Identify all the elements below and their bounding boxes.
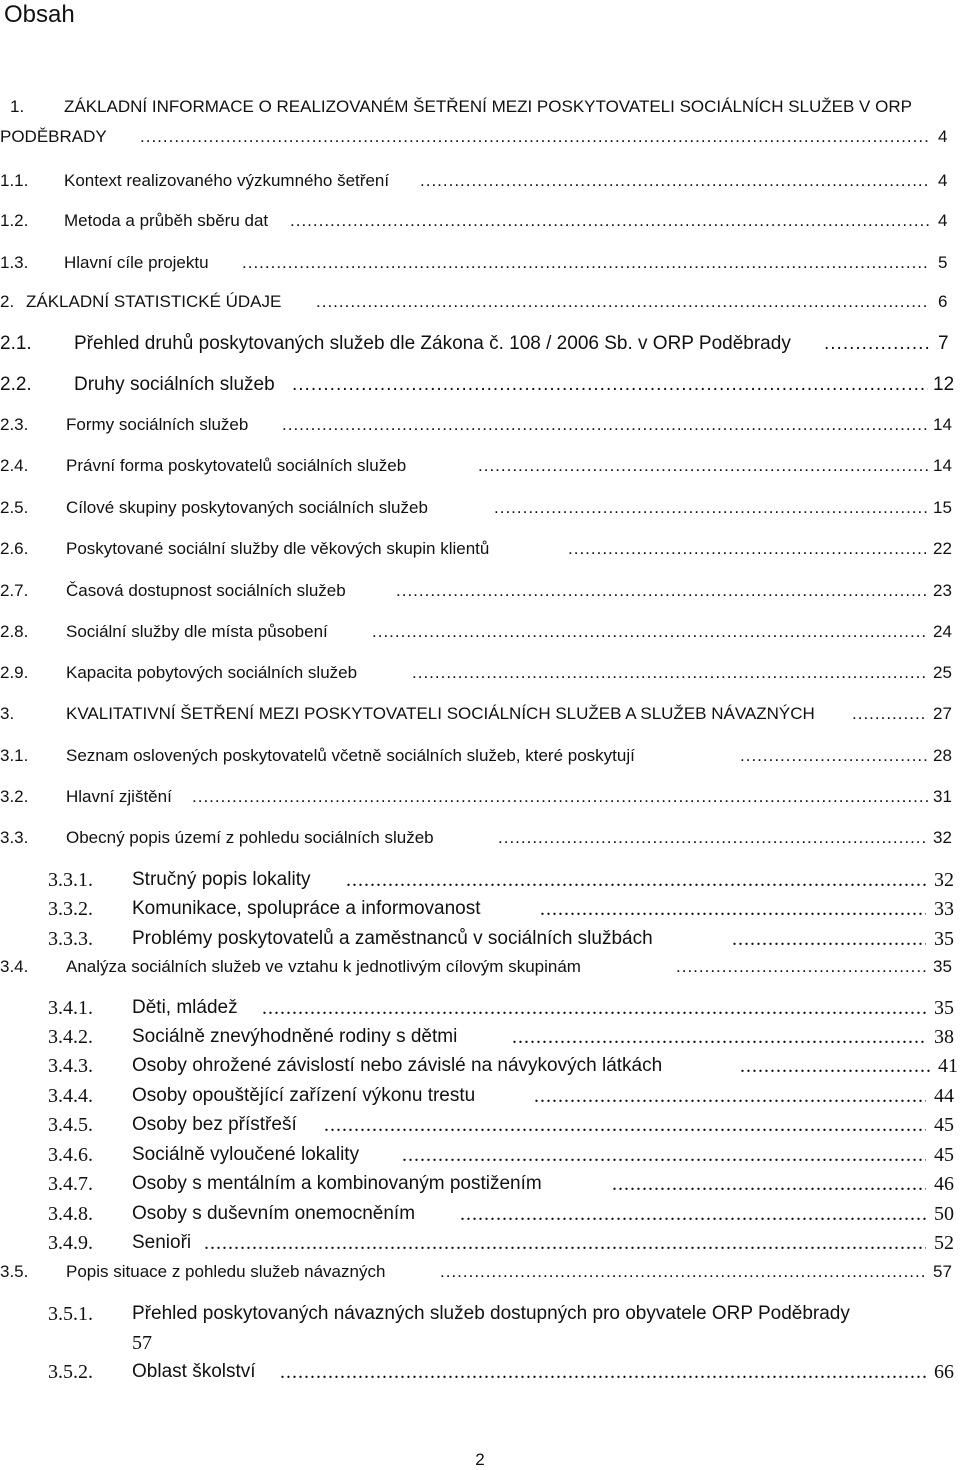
toc-leader xyxy=(204,1232,926,1255)
toc-entry[interactable] xyxy=(0,898,960,922)
toc-number: 3.3. xyxy=(0,828,29,847)
toc-entry[interactable] xyxy=(0,1026,960,1050)
toc-entry[interactable] xyxy=(0,928,960,952)
toc-leader xyxy=(242,253,930,273)
toc-page: 33 xyxy=(934,898,954,920)
toc-page: 4 xyxy=(938,171,948,190)
toc-title: KVALITATIVNÍ ŠETŘENÍ MEZI POSKYTOVATELI SOCIÁLNÍCH SLUŽEB A SLUŽEB NÁVAZNÝCH xyxy=(66,704,815,723)
toc-number: 3.3.2. xyxy=(48,898,93,920)
toc-leader xyxy=(732,928,926,951)
toc-leader xyxy=(412,663,928,683)
toc-leader xyxy=(540,898,926,921)
toc-title: Osoby s duševním onemocněním xyxy=(132,1203,416,1224)
toc-title: Právní forma poskytovatelů sociálních služeb xyxy=(66,456,407,475)
toc-title: Osoby opouštějící zařízení výkonu trestu xyxy=(132,1085,476,1106)
toc-entry[interactable] xyxy=(0,746,960,770)
toc-title: Oblast školství xyxy=(132,1361,256,1382)
toc-leader xyxy=(740,1055,930,1078)
toc-title: Obecný popis území z pohledu sociálních služeb xyxy=(66,828,434,847)
toc-leader xyxy=(316,292,930,312)
toc-entry[interactable] xyxy=(0,1361,960,1385)
toc-entry[interactable] xyxy=(0,787,960,811)
toc-leader xyxy=(512,1026,926,1049)
toc-page: 45 xyxy=(934,1144,954,1166)
toc-leader xyxy=(346,869,926,892)
toc-leader xyxy=(280,1361,926,1384)
toc-entry[interactable] xyxy=(0,292,960,316)
toc-leader xyxy=(292,374,928,396)
toc-page: 35 xyxy=(933,957,952,976)
toc-page: 4 xyxy=(938,211,948,230)
toc-leader xyxy=(612,1173,926,1196)
toc-leader xyxy=(460,1203,926,1226)
toc-leader xyxy=(324,1114,926,1137)
toc-number: 3.4.6. xyxy=(48,1144,93,1166)
toc-page: 25 xyxy=(933,663,952,682)
toc-leader xyxy=(534,1085,926,1108)
toc-page: 46 xyxy=(934,1173,954,1195)
toc-page: 57 xyxy=(933,1262,952,1281)
toc-page: 4 xyxy=(938,127,948,146)
toc-entry[interactable] xyxy=(0,374,960,398)
toc-page: 32 xyxy=(933,828,952,847)
toc-number: 2.2. xyxy=(0,374,32,395)
toc-page: 35 xyxy=(934,997,954,1019)
toc-entry[interactable] xyxy=(0,97,960,121)
toc-title: Přehled poskytovaných návazných služeb dostupných pro obyvatele ORP Poděbrady xyxy=(132,1303,850,1324)
toc-number: 3.1. xyxy=(0,746,29,765)
toc-entry[interactable] xyxy=(0,498,960,522)
toc-title: Druhy sociálních služeb xyxy=(74,374,275,395)
toc-entry[interactable] xyxy=(0,1114,960,1138)
toc-entry[interactable] xyxy=(0,997,960,1021)
toc-number: 3.4.1. xyxy=(48,997,93,1019)
toc-number: 3.4.8. xyxy=(48,1203,93,1225)
toc-page: 24 xyxy=(933,622,952,641)
toc-page: 28 xyxy=(933,746,952,765)
toc-leader xyxy=(372,622,928,642)
toc-leader xyxy=(282,415,928,435)
toc-title: Problémy poskytovatelů a zaměstnanců v sociálních službách xyxy=(132,928,653,949)
toc-entry-continuation[interactable] xyxy=(0,1332,960,1356)
toc-entry-continuation[interactable] xyxy=(0,127,960,151)
toc-title: Děti, mládež xyxy=(132,997,238,1018)
toc-number: 3.4.2. xyxy=(48,1026,93,1048)
toc-number: 3.3.3. xyxy=(48,928,93,950)
toc-entry[interactable] xyxy=(0,1055,960,1079)
toc-number: 2.7. xyxy=(0,581,29,600)
toc-page: 44 xyxy=(934,1085,954,1107)
toc-entry[interactable] xyxy=(0,1232,960,1256)
toc-page: 41 xyxy=(938,1055,958,1077)
toc-page: 45 xyxy=(934,1114,954,1136)
toc-page: 31 xyxy=(933,787,952,806)
toc-number: 1.3. xyxy=(0,253,29,272)
toc-title: Poskytované sociální služby dle věkových skupin klientů xyxy=(66,539,490,558)
toc-entry[interactable] xyxy=(0,622,960,646)
toc-title: Metoda a průběh sběru dat xyxy=(64,211,269,230)
toc-entry[interactable] xyxy=(0,456,960,480)
toc-leader xyxy=(676,957,928,977)
page-title: Obsah xyxy=(4,1,75,28)
toc-page: 50 xyxy=(934,1203,954,1225)
toc-leader xyxy=(440,1262,928,1282)
toc-page: 15 xyxy=(933,498,952,517)
toc-title: Sociální služby dle místa působení xyxy=(66,622,328,641)
toc-title: Analýza sociálních služeb ve vztahu k jednotlivým cílovým skupinám xyxy=(66,957,581,976)
toc-title: Osoby ohrožené závislostí nebo závislé na návykových látkách xyxy=(132,1055,663,1076)
toc-title: Přehled druhů poskytovaných služeb dle Zákona č. 108 / 2006 Sb. v ORP Poděbrady xyxy=(74,333,791,354)
toc-page: 6 xyxy=(938,292,948,311)
toc-title: Stručný popis lokality xyxy=(132,869,311,890)
toc-entry[interactable] xyxy=(0,704,960,728)
toc-page: 57 xyxy=(132,1332,152,1354)
page-number: 2 xyxy=(475,1450,485,1469)
toc-number: 2.5. xyxy=(0,498,29,517)
toc-entry[interactable] xyxy=(0,581,960,605)
toc-number: 3.4.9. xyxy=(48,1232,93,1254)
toc-number: 2.1. xyxy=(0,333,32,354)
toc-page: 12 xyxy=(933,374,955,395)
toc-entry[interactable] xyxy=(0,415,960,439)
toc-number: 3.4.5. xyxy=(48,1114,93,1136)
toc-entry[interactable] xyxy=(0,171,960,195)
toc-leader xyxy=(420,171,930,191)
toc-entry[interactable] xyxy=(0,211,960,235)
toc-entry[interactable] xyxy=(0,663,960,687)
toc-number: 3. xyxy=(0,704,15,723)
toc-leader xyxy=(740,746,928,766)
toc-leader xyxy=(568,539,928,559)
toc-entry[interactable] xyxy=(0,539,960,563)
toc-number: 3.3.1. xyxy=(48,869,93,891)
toc-number: 2.3. xyxy=(0,415,29,434)
toc-title: Seznam oslovených poskytovatelů včetně sociálních služeb, které poskytují xyxy=(66,746,635,765)
toc-number: 3.5. xyxy=(0,1262,29,1281)
toc-leader xyxy=(140,127,930,147)
toc-title: Cílové skupiny poskytovaných sociálních služeb xyxy=(66,498,428,517)
toc-entry[interactable] xyxy=(0,1144,960,1168)
toc-title: Senioři xyxy=(132,1232,192,1253)
toc-title: Popis situace z pohledu služeb návazných xyxy=(66,1262,386,1281)
toc-number: 3.5.1. xyxy=(48,1303,93,1325)
toc-entry[interactable] xyxy=(0,333,960,357)
toc-number: 1. xyxy=(10,97,25,116)
toc-title-continuation: PODĚBRADY xyxy=(0,127,107,146)
toc-title: Osoby bez přístřeší xyxy=(132,1114,297,1135)
toc-number: 3.4.3. xyxy=(48,1055,93,1077)
toc-page: 5 xyxy=(938,253,948,272)
toc-number: 2. xyxy=(0,292,15,311)
toc-page: 7 xyxy=(938,333,949,354)
toc-number: 3.4.7. xyxy=(48,1173,93,1195)
toc-page: 52 xyxy=(934,1232,954,1254)
toc-title: ZÁKLADNÍ INFORMACE O REALIZOVANÉM ŠETŘENÍ MEZI POSKYTOVATELI SOCIÁLNÍCH SLUŽEB V ORP xyxy=(64,97,912,116)
toc-entry[interactable] xyxy=(0,1303,960,1327)
toc-page: 14 xyxy=(933,415,952,434)
toc-page: 27 xyxy=(933,704,952,723)
toc-number: 3.5.2. xyxy=(48,1361,93,1383)
toc-title: Kontext realizovaného výzkumného šetření xyxy=(64,171,390,190)
toc-leader xyxy=(852,704,928,724)
toc-page: 66 xyxy=(934,1361,954,1383)
toc-page: 14 xyxy=(933,456,952,475)
toc-number: 2.9. xyxy=(0,663,29,682)
toc-leader xyxy=(478,456,928,476)
toc-entry[interactable] xyxy=(0,1203,960,1227)
toc-title: Kapacita pobytových sociálních služeb xyxy=(66,663,358,682)
toc-title: Hlavní cíle projektu xyxy=(64,253,209,272)
toc-page: 23 xyxy=(933,581,952,600)
toc-title: Komunikace, spolupráce a informovanost xyxy=(132,898,481,919)
toc-title: Sociálně znevýhodněné rodiny s dětmi xyxy=(132,1026,458,1047)
toc-number: 2.4. xyxy=(0,456,29,475)
toc-number: 2.8. xyxy=(0,622,29,641)
toc-number: 3.4. xyxy=(0,957,29,976)
toc-entry[interactable] xyxy=(0,1085,960,1109)
toc-page: 22 xyxy=(933,539,952,558)
toc-leader xyxy=(402,1144,926,1167)
toc-leader xyxy=(494,498,928,518)
toc-leader xyxy=(262,997,926,1020)
toc-leader xyxy=(192,787,928,807)
toc-page: 38 xyxy=(934,1026,954,1048)
toc-leader xyxy=(498,828,928,848)
toc-entry[interactable] xyxy=(0,253,960,277)
toc-entry[interactable] xyxy=(0,1262,960,1286)
toc-number: 1.2. xyxy=(0,211,29,230)
toc-title: Sociálně vyloučené lokality xyxy=(132,1144,360,1165)
toc-number: 3.4.4. xyxy=(48,1085,93,1107)
toc-leader xyxy=(290,211,930,231)
toc-leader xyxy=(396,581,928,601)
toc-entry[interactable] xyxy=(0,1173,960,1197)
toc-entry[interactable] xyxy=(0,957,960,981)
toc-number: 1.1. xyxy=(0,171,29,190)
toc-page: 35 xyxy=(934,928,954,950)
toc-entry[interactable] xyxy=(0,869,960,893)
toc-title: Osoby s mentálním a kombinovaným postižením xyxy=(132,1173,542,1194)
toc-page: 32 xyxy=(934,869,954,891)
toc-title: Časová dostupnost sociálních služeb xyxy=(66,581,346,600)
toc-title: Hlavní zjištění xyxy=(66,787,172,806)
toc-number: 3.2. xyxy=(0,787,29,806)
toc-entry[interactable] xyxy=(0,828,960,852)
toc-number: 2.6. xyxy=(0,539,29,558)
toc-title: ZÁKLADNÍ STATISTICKÉ ÚDAJE xyxy=(26,292,282,311)
toc-leader xyxy=(824,333,930,355)
toc-title: Formy sociálních služeb xyxy=(66,415,249,434)
